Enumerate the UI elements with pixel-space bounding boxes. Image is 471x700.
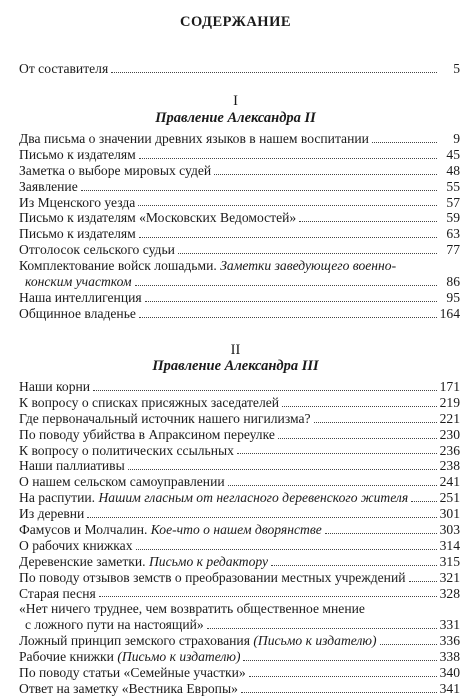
leader-dots xyxy=(111,72,437,73)
leader-dots xyxy=(135,285,437,286)
entry-page: 241 xyxy=(439,474,460,490)
entry-title xyxy=(19,458,125,474)
section-numeral: I xyxy=(233,93,238,109)
entry-page: 341 xyxy=(439,680,460,696)
entry-page: 251 xyxy=(439,490,460,506)
leader-dots xyxy=(99,596,437,597)
entry-page: 57 xyxy=(446,194,460,210)
toc-row xyxy=(19,490,460,506)
entry-page: 86 xyxy=(446,274,460,289)
entry-title-text: Наши паллиативы xyxy=(19,458,125,474)
entry-title xyxy=(19,147,136,163)
page-title: СОДЕРЖАНИЕ xyxy=(179,14,292,30)
toc-row xyxy=(19,586,460,602)
entry-title-text: Деревенские заметки. xyxy=(19,553,146,569)
entry-title xyxy=(19,443,234,459)
leader-dots xyxy=(138,205,437,206)
entry-page: 5 xyxy=(453,60,460,76)
entry-title xyxy=(19,395,279,411)
entry-title xyxy=(19,242,175,258)
section-numeral: II xyxy=(230,342,241,358)
entry-title xyxy=(19,210,296,226)
entry-subtitle: Заметки заведующего военно- xyxy=(220,258,397,274)
entry-title-text: К вопросу о списках присяжных заседателей xyxy=(19,394,280,410)
toc-row xyxy=(19,242,460,258)
entry-page: 331 xyxy=(439,617,460,633)
section-1-list xyxy=(19,131,460,322)
entry-page: 77 xyxy=(446,242,460,258)
entry-page: 336 xyxy=(439,633,460,649)
toc-row xyxy=(19,506,460,522)
intro-entry xyxy=(19,61,460,77)
entry-page: 314 xyxy=(439,537,460,553)
leader-dots xyxy=(214,174,437,175)
entry-title xyxy=(19,681,238,697)
entry-page: 328 xyxy=(439,585,460,601)
entry-subtitle: (Письмо к издателю) xyxy=(117,649,241,665)
toc-row xyxy=(19,379,460,395)
entry-title xyxy=(19,506,84,522)
entry-title-text: По поводу отзывов земств о преобразовании местных учреждений xyxy=(19,569,406,585)
entry-title-text: По поводу убийства в Апраксином переулке xyxy=(19,426,275,442)
entry-title-text: Фамусов и Молчалин. xyxy=(19,522,148,537)
entry-title-text: Рабочие книжки xyxy=(19,649,114,665)
leader-dots xyxy=(139,317,437,318)
leader-dots xyxy=(228,485,437,486)
toc-row xyxy=(19,522,460,538)
entry-title xyxy=(19,522,322,538)
entry-page: 301 xyxy=(439,506,460,522)
entry-title xyxy=(19,586,96,602)
toc-row xyxy=(19,61,460,77)
toc-row xyxy=(19,147,460,163)
entry-title xyxy=(19,665,246,681)
toc-row xyxy=(19,395,460,411)
leader-dots xyxy=(81,190,437,191)
entry-page: 340 xyxy=(439,665,460,681)
toc-row xyxy=(19,554,460,570)
entry-title-text: Письмо к издателям xyxy=(19,146,136,162)
toc-row-continuation xyxy=(19,274,460,290)
entry-subtitle-cont: конским участком xyxy=(25,274,132,289)
entry-title-text: Из Мценского уезда xyxy=(19,194,136,210)
toc-row xyxy=(19,633,460,649)
toc-row xyxy=(19,538,460,554)
section-heading: Правление Александра III xyxy=(152,358,319,374)
toc-row xyxy=(19,458,460,474)
toc-row xyxy=(19,570,460,586)
entry-title xyxy=(19,131,369,147)
entry-title xyxy=(19,226,136,242)
entry-title-text: Общинное владенье xyxy=(19,305,136,321)
entry-subtitle: Нашим гласным от негласного деревенского жителя xyxy=(98,490,409,506)
entry-title-text: Ложный принцип земского страхования xyxy=(19,633,250,649)
entry-title-cont-text: с ложного пути на настоящий» xyxy=(25,617,204,633)
entry-title xyxy=(19,195,135,211)
entry-page: 338 xyxy=(439,649,460,665)
entry-page: 238 xyxy=(439,458,460,474)
toc-row xyxy=(19,195,460,211)
leader-dots xyxy=(243,660,436,661)
section-heading: Правление Александра II xyxy=(155,110,316,126)
leader-dots xyxy=(278,438,437,439)
leader-dots xyxy=(380,644,437,645)
entry-title-text: О нашем сельском самоуправлении xyxy=(19,474,225,490)
toc-row xyxy=(19,649,460,665)
entry-title-text: Ответ на заметку «Вестника Европы» xyxy=(19,680,238,696)
entry-title-text: Отголосок сельского судьи xyxy=(19,242,175,258)
entry-title-text: Где первоначальный источник нашего нигилизма? xyxy=(19,410,311,426)
toc-row xyxy=(19,665,460,681)
entry-page: 55 xyxy=(446,178,460,194)
leader-dots xyxy=(409,581,437,582)
entry-title-text: Два письма о значении древних языков в нашем воспитании xyxy=(19,130,369,146)
entry-title-text: К вопросу о политических ссыльных xyxy=(19,442,234,458)
entry-title-text: Письмо к издателям «Московских Ведомостей» xyxy=(19,210,297,226)
entry-page: 63 xyxy=(446,226,460,242)
toc-row xyxy=(19,290,460,306)
entry-page: 48 xyxy=(446,162,460,178)
entry-page: 236 xyxy=(439,442,460,458)
toc-row-continuation xyxy=(19,617,460,633)
toc-row xyxy=(19,474,460,490)
leader-dots xyxy=(237,453,437,454)
toc-row xyxy=(19,681,460,697)
entry-title xyxy=(19,163,211,179)
entry-title xyxy=(19,538,133,554)
entry-title xyxy=(19,290,142,306)
entry-page: 9 xyxy=(453,130,460,146)
leader-dots xyxy=(241,692,437,693)
toc-row xyxy=(19,258,460,274)
entry-title xyxy=(19,570,406,586)
entry-title xyxy=(19,474,225,490)
leader-dots xyxy=(145,301,437,302)
leader-dots xyxy=(87,517,436,518)
toc-row xyxy=(19,601,460,617)
entry-subtitle: Письмо к редактору xyxy=(148,553,269,569)
entry-title xyxy=(19,601,460,617)
leader-dots xyxy=(249,676,437,677)
entry-title-text: Заявление xyxy=(19,178,78,194)
entry-title xyxy=(19,258,460,274)
entry-title-text: Наши корни xyxy=(19,378,91,394)
entry-title xyxy=(19,633,377,649)
leader-dots xyxy=(372,142,437,143)
entry-page: 171 xyxy=(439,378,460,394)
toc-row xyxy=(19,163,460,179)
entry-title: От составителя xyxy=(19,60,109,76)
entry-title-text: Комплектование войск лошадьми. xyxy=(19,258,217,274)
entry-page: 164 xyxy=(439,305,460,321)
entry-page: 303 xyxy=(439,522,460,537)
toc-row xyxy=(19,131,460,147)
entry-title xyxy=(19,490,408,506)
entry-title xyxy=(19,411,311,427)
leader-dots xyxy=(271,565,437,566)
entry-subtitle: (Письмо к издателю) xyxy=(253,633,377,649)
leader-dots xyxy=(314,422,437,423)
leader-dots xyxy=(178,253,437,254)
leader-dots xyxy=(139,237,437,238)
entry-page: 219 xyxy=(439,394,460,410)
toc-row xyxy=(19,226,460,242)
entry-title-cont xyxy=(25,274,132,290)
entry-title-text: «Нет ничего труднее, чем возвратить общественное мнение xyxy=(19,601,365,617)
toc-row xyxy=(19,443,460,459)
entry-page: 315 xyxy=(439,553,460,569)
entry-subtitle: Кое-что о нашем дворянстве xyxy=(150,522,322,537)
entry-page: 230 xyxy=(439,426,460,442)
toc-row xyxy=(19,179,460,195)
section-2-list xyxy=(19,379,460,697)
entry-title xyxy=(19,649,240,665)
leader-dots xyxy=(139,158,437,159)
entry-title-text: Письмо к издателям xyxy=(19,226,136,242)
entry-title-text: О рабочих книжках xyxy=(19,537,133,553)
toc-row xyxy=(19,210,460,226)
leader-dots xyxy=(282,406,437,407)
entry-page: 321 xyxy=(439,569,460,585)
leader-dots xyxy=(93,390,437,391)
toc-row xyxy=(19,306,460,322)
entry-page: 59 xyxy=(446,210,460,226)
leader-dots xyxy=(325,533,437,534)
entry-page: 95 xyxy=(446,289,460,305)
entry-title xyxy=(19,379,90,395)
entry-title-text: Наша интеллигенция xyxy=(19,289,142,305)
toc-row xyxy=(19,427,460,443)
entry-title xyxy=(19,306,136,322)
entry-title-text: Заметка о выборе мировых судей xyxy=(19,162,212,178)
entry-title-text: По поводу статьи «Семейные участки» xyxy=(19,665,246,681)
entry-title-text: На распутии. xyxy=(19,490,96,506)
leader-dots xyxy=(411,501,436,502)
entry-title-text: Старая песня xyxy=(19,585,96,601)
leader-dots xyxy=(128,469,437,470)
entry-title xyxy=(19,427,275,443)
entry-title xyxy=(19,554,268,570)
entry-page: 221 xyxy=(439,410,460,426)
entry-page: 45 xyxy=(446,146,460,162)
leader-dots xyxy=(299,221,437,222)
toc-row xyxy=(19,411,460,427)
entry-title xyxy=(19,179,78,195)
entry-title-text: Из деревни xyxy=(19,506,85,522)
leader-dots xyxy=(207,628,437,629)
leader-dots xyxy=(136,549,437,550)
entry-title-cont xyxy=(25,617,204,633)
